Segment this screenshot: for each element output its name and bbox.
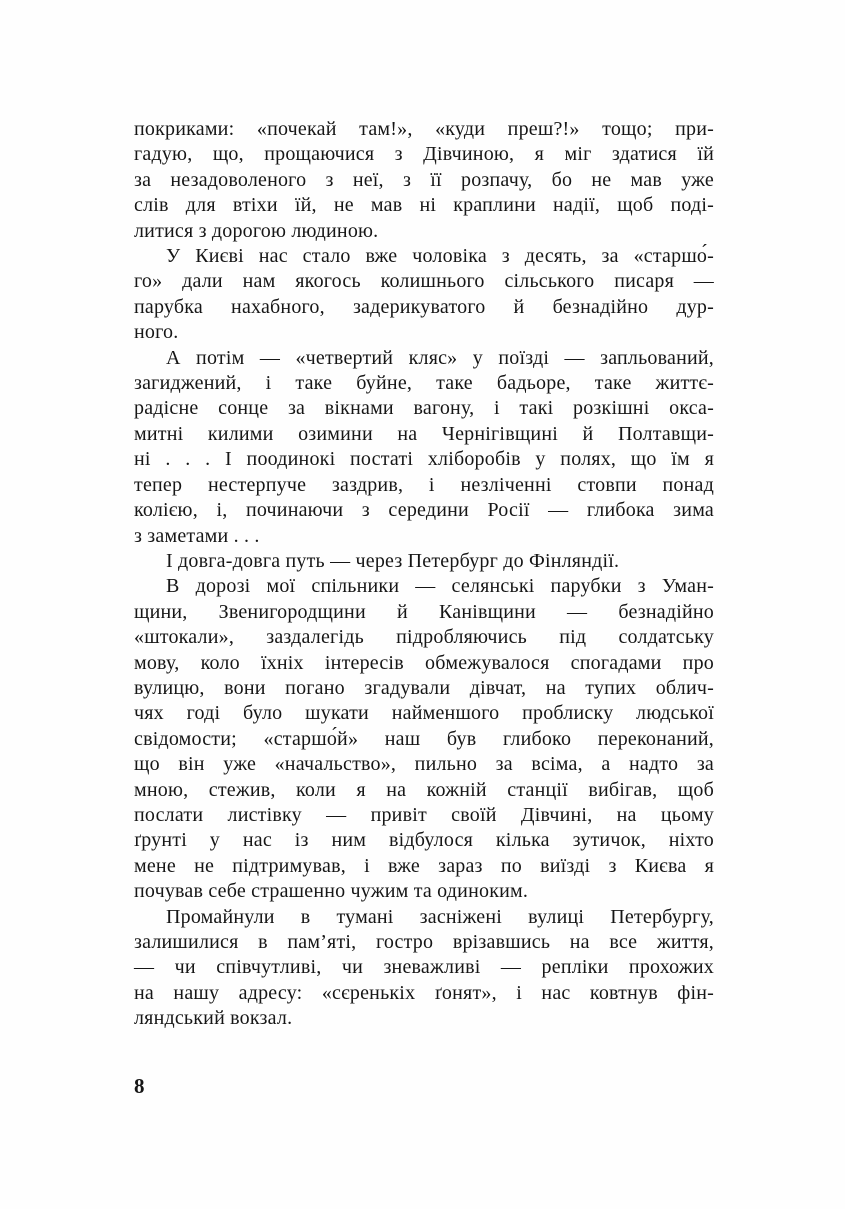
text-line: «штокали», заздалегідь підробляючись під солдатську	[134, 626, 714, 649]
text-line: покриками: «почекай там!», «куди преш?!» тощо; при-	[134, 118, 714, 140]
text-block	[134, 117, 714, 1032]
text-line: мене не підтримував, і вже зараз по виїзді з Києва я	[134, 854, 714, 877]
text-line: — чи співчутливі, чи зневажливі — репліки прохожих	[134, 956, 714, 979]
text-line: колією, і, починаючи з середини Росії — глибока зима	[134, 499, 714, 522]
text-line: гадую, що, прощаючися з Дівчиною, я міг здатися їй	[134, 143, 714, 166]
text-line: послати листівку — привіт своїй Дівчині, на цьому	[134, 803, 714, 826]
text-line: В дорозі мої спільники — селянські парубки з Уман-	[166, 575, 714, 598]
text-line: чях годі було шукати найменшого проблиску людської	[134, 702, 714, 725]
text-line: ного.	[134, 321, 179, 344]
text-line: го» дали нам якогось колишнього сільського писаря —	[134, 270, 714, 293]
text-line: загиджений, і таке буйне, таке бадьоре, таке життє-	[134, 372, 714, 395]
text-line: І довга-довга путь — через Петербург до Фінляндії.	[166, 549, 620, 572]
text-line: ґрунті у нас із ним відбулося кілька зутичок, ніхто	[134, 829, 714, 852]
text-line: тепер нестерпуче заздрив, і незліченні стовпи понад	[134, 473, 714, 496]
text-line: вулицю, вони погано згадували дівчат, на тупих облич-	[134, 676, 714, 699]
text-line: за незадоволеного з неї, з її розпачу, бо не мав уже	[134, 168, 714, 191]
text-line: мною, стежив, коли я на кожній станції вибігав, щоб	[134, 778, 714, 801]
text-line: ляндський вокзал.	[134, 1007, 293, 1030]
text-line: з заметами . . .	[134, 524, 260, 547]
text-line: митні килими озимини на Чернігівщині й Полтавщи-	[134, 422, 714, 445]
text-line: мову, коло їхніх інтересів обмежувалося спогадами про	[134, 651, 714, 674]
text-line: почував себе страшенно чужим та одиноким.	[134, 880, 529, 903]
text-line: ні . . . І поодинокі постаті хліборобів у полях, що їм я	[134, 448, 714, 471]
text-line: на нашу адресу: «сєренькіх ґонят», і нас ковтнув фін-	[134, 981, 714, 1004]
text-line: У Києві нас стало вже чоловіка з десять, за «старшо́-	[166, 245, 714, 268]
text-line: слів для втіхи їй, не мав ні краплини надії, щоб поді-	[134, 194, 714, 217]
text-line: А потім — «четвертий кляс» у поїзді — запльований,	[166, 346, 714, 369]
text-line: литися з дорогою людиною.	[134, 219, 379, 242]
text-line: щини, Звенигородщини й Канівщини — безнадійно	[134, 600, 714, 623]
text-line: що він уже «начальство», пильно за всіма, а надто за	[134, 753, 714, 776]
text-line: залишилися в пам’яті, гостро врізавшись на все життя,	[134, 931, 714, 953]
text-line: свідомости; «старшо́й» наш був глибоко переконаний,	[134, 727, 714, 750]
page-number: 8	[134, 1074, 145, 1098]
text-line: радісне сонце за вікнами вагону, і такі розкішні окса-	[134, 397, 714, 420]
text-line: парубка нахабного, задерикуватого й безнадійно дур-	[134, 295, 714, 318]
text-line: Промайнули в тумані засніжені вулиці Петербургу,	[166, 905, 714, 928]
